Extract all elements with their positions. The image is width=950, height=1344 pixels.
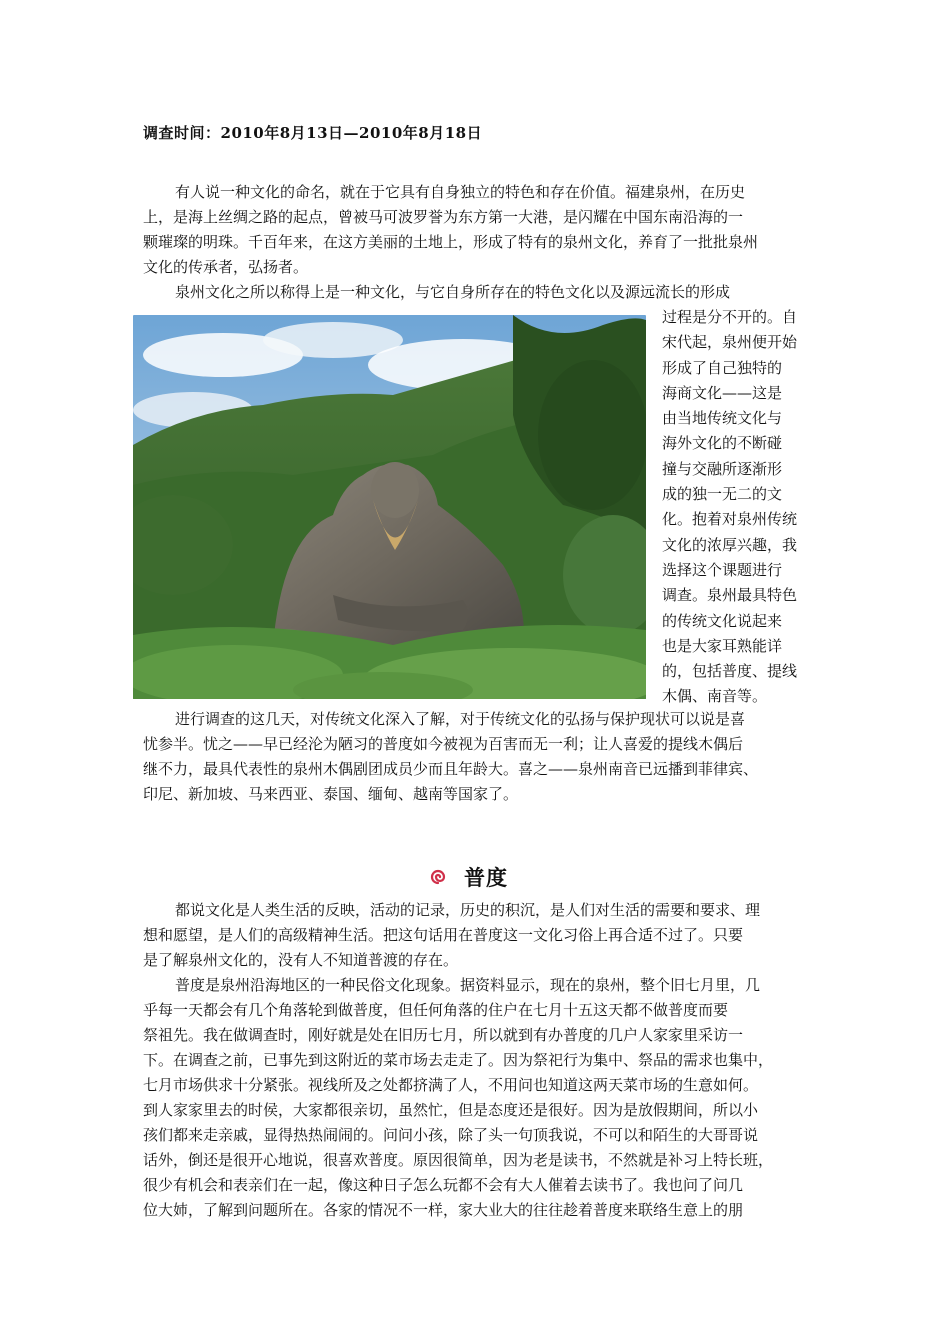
text-line: 印尼、新加坡、马来西亚、泰国、缅甸、越南等国家了。 (143, 785, 519, 803)
text-line: 下。在调查之前，已事先到这附近的菜市场去走走了。因为祭祀行为集中、祭品的需求也集中， (143, 1051, 774, 1069)
text-line: 话外，倒还是很开心地说，很喜欢普度。原因很简单，因为老是读书，不然就是补习上特长班， (143, 1151, 774, 1169)
text-line: 七月市场供求十分紧张。视线所及之处都挤满了人，不用问也知道这两天菜市场的生意如何。 (143, 1076, 759, 1094)
section-paragraph-1 (143, 898, 815, 973)
text-line: 到人家家里去的时侯，大家都很亲切，虽然忙，但是态度还是很好。因为是放假期间，所以小 (143, 1101, 759, 1119)
intro-paragraph-1 (143, 180, 815, 280)
text-line: 有人说一种文化的命名，就在于它具有自身独立的特色和存在价值。福建泉州，在历史 (175, 183, 746, 201)
text-line: 调查。泉州最具特色 (662, 586, 798, 605)
text-line: 祭祖先。我在做调查时，刚好就是处在旧历七月，所以就到有办普度的几户人家家里采访一 (143, 1026, 744, 1044)
text-line: 是了解泉州文化的，没有人不知道普渡的存在。 (143, 951, 459, 969)
text-line: 宋代起，泉州便开始 (662, 333, 798, 352)
text-line: 位大姉，了解到问题所在。各家的情况不一样，家大业大的往往趁着普度来联络生意上的朋 (143, 1201, 744, 1219)
text-line: 形成了自己独特的 (662, 358, 783, 377)
text-line: 都说文化是人类生活的反映，活动的记录，历史的积沉，是人们对生活的需要和要求、理 (175, 901, 761, 919)
text-line: 木偶、南音等。 (662, 687, 768, 706)
text-line: 也是大家耳熟能详 (662, 636, 783, 655)
intro-paragraph-2-wrapped (662, 305, 812, 710)
text-line: 进行调查的这几天，对传统文化深入了解，对于传统文化的弘扬与保护现状可以说是喜 (175, 710, 746, 728)
statue-photo-illustration (133, 315, 646, 699)
text-line: 想和愿望，是人们的高级精神生活。把这句话用在普度这一文化习俗上再合适不过了。只要 (143, 926, 744, 944)
intro-paragraph-3 (143, 707, 815, 807)
text-line: 的，包括普度、提线 (662, 662, 798, 681)
text-line: 继不力，最具代表性的泉州木偶剧团成员少而且年龄大。喜之——泉州南音已远播到菲律宾、 (143, 760, 759, 778)
text-line: 撞与交融所逐渐形 (662, 459, 783, 478)
swirl-bullet-icon (430, 869, 446, 885)
text-line: 泉州文化之所以称得上是一种文化，与它自身所存在的特色文化以及源远流长的形成 (175, 283, 731, 301)
section-paragraph-2 (143, 973, 815, 1223)
section-heading (430, 862, 508, 892)
text-line: 由当地传统文化与 (662, 409, 783, 428)
text-line: 海商文化——这是 (662, 383, 783, 402)
text-line: 成的独一无二的文 (662, 485, 783, 504)
text-line: 的传统文化说起来 (662, 611, 783, 630)
survey-time-heading: 调查时间：2010年8月13日—2010年8月18日 (143, 124, 483, 142)
text-line: 乎每一天都会有几个角落轮到做普度，但任何角落的住户在七月十五这天都不做普度而要 (143, 1001, 729, 1019)
laozi-statue-photo (133, 315, 646, 699)
text-line: 化。抱着对泉州传统 (662, 510, 798, 529)
intro-paragraph-2 (143, 280, 815, 305)
text-line: 忧参半。忧之——早已经沦为陋习的普度如今被视为百害而无一利；让人喜爱的提线木偶后 (143, 735, 744, 753)
text-line: 孩们都来走亲戚，显得热热闹闹的。问问小孩，除了头一句顶我说，不可以和陌生的大哥哥说 (143, 1126, 759, 1144)
text-line: 过程是分不开的。自 (662, 308, 798, 326)
text-line: 海外文化的不断碰 (662, 434, 783, 453)
text-line: 文化的传承者，弘扬者。 (143, 258, 309, 276)
text-line: 选择这个课题进行 (662, 560, 783, 579)
text-line: 上，是海上丝绸之路的起点，曾被马可波罗誉为东方第一大港，是闪耀在中国东南沿海的一 (143, 208, 744, 226)
text-line: 文化的浓厚兴趣，我 (662, 535, 798, 554)
text-line: 普度是泉州沿海地区的一种民俗文化现象。据资料显示，现在的泉州，整个旧七月里，几 (175, 976, 761, 994)
section-title: 普度 (464, 865, 508, 890)
text-line: 颗璀璨的明珠。千百年来，在这方美丽的土地上，形成了特有的泉州文化，养育了一批批泉州 (143, 233, 759, 251)
text-line: 很少有机会和表亲们在一起，像这种日子怎么玩都不会有大人催着去读书了。我也问了问几 (143, 1176, 744, 1194)
